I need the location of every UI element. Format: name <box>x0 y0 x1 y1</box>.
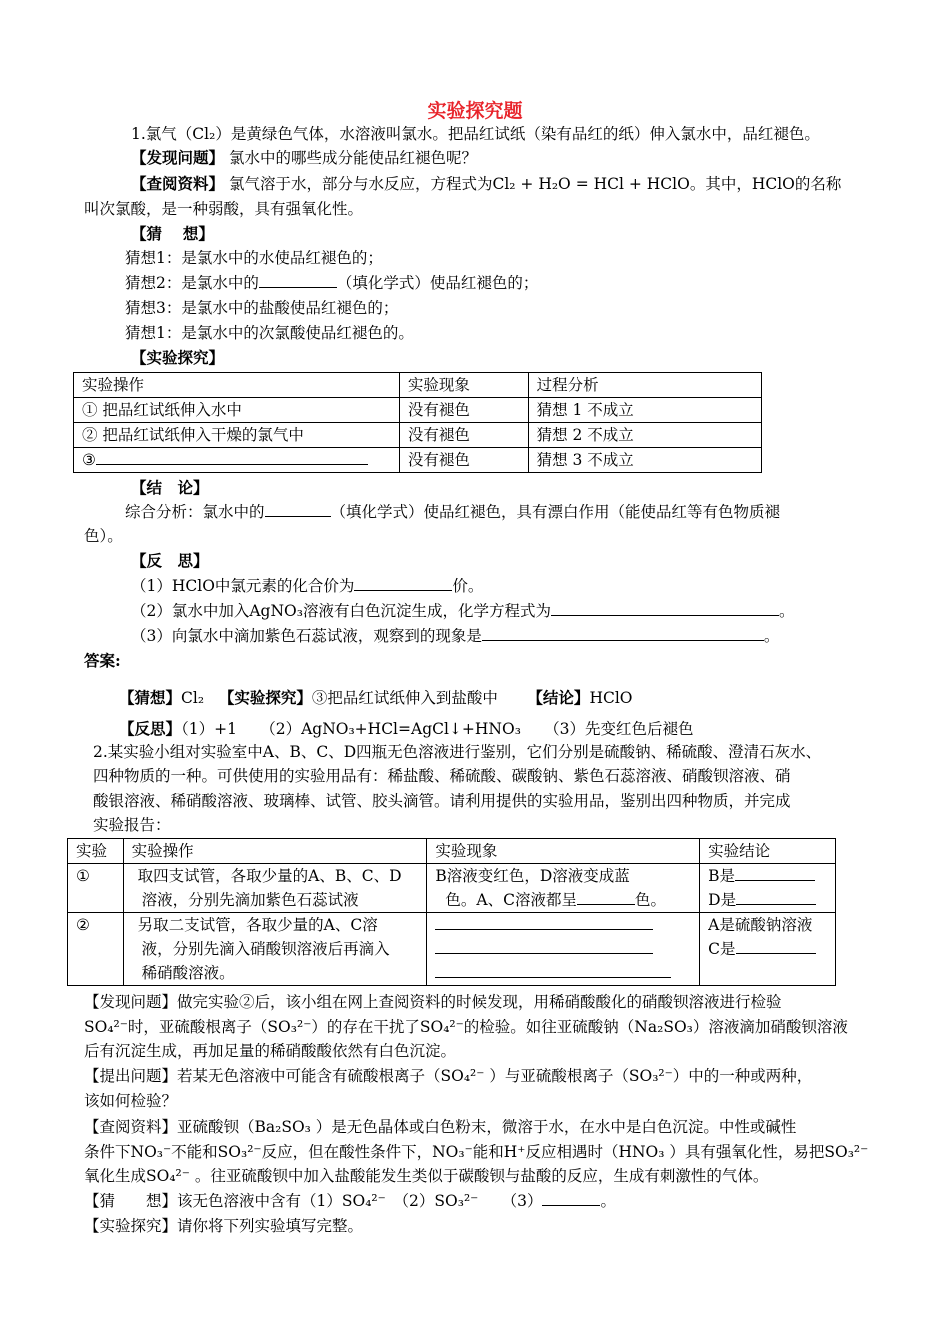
table-cell <box>700 864 836 913</box>
table-header: 实验现象 <box>427 839 700 864</box>
q1-conclusion-b: （填化学式）使品红褪色，具有漂白作用（能使品红等有色物质褪 <box>330 503 781 521</box>
q1-reflect1-a: （1）HClO中氯元素的化合价为 <box>131 577 355 595</box>
cell-line <box>708 864 827 888</box>
q1-reflect2-blank[interactable] <box>551 600 779 616</box>
q1-conclusion <box>125 501 780 523</box>
table-cell: 没有褪色 <box>399 448 528 473</box>
cell-line <box>708 888 827 912</box>
ans-guess: Cl₂ <box>181 689 205 707</box>
q1-reflect3 <box>131 625 779 647</box>
q2-guess-b: 。 <box>600 1192 616 1210</box>
q1-reflect2-a: （2）氯水中加入AgNO₃溶液有白色沉淀生成，化学方程式为 <box>131 602 551 620</box>
table-row <box>74 398 762 423</box>
q1-answer-line1 <box>119 687 632 709</box>
ans-conc-label: 【结论】 <box>527 688 590 707</box>
cell-line <box>435 961 691 985</box>
q1-reflect-label: 【反 思】 <box>131 551 209 570</box>
q2-phenomenon-blank-1[interactable] <box>435 914 653 930</box>
table-cell: 猜想 1 不成立 <box>528 398 761 423</box>
q2-guess-a: 【猜 想】该无色溶液中含有（1）SO₄²⁻ （2）SO₃²⁻ （3） <box>84 1192 543 1210</box>
q2-color-blank[interactable] <box>577 889 635 905</box>
q2-intro3: 酸银溶液、稀硝酸溶液、玻璃棒、试管、胶头滴管。请利用提供的实验用品，鉴别出四种物质，并完成 <box>93 792 791 810</box>
table-row <box>68 913 836 986</box>
q1-guess2-b: （填化学式）使品红褪色的； <box>336 274 539 292</box>
table-cell <box>123 864 427 913</box>
cell-line <box>435 913 691 937</box>
q2-b-blank[interactable] <box>735 865 815 881</box>
q1-guess2-a: 猜想2：是氯水中的 <box>125 274 259 292</box>
table-header-row <box>74 373 762 398</box>
q1-intro: 1.氯气（Cl₂）是黄绿色气体，水溶液叫氯水。把品红试纸（染有品红的纸）伸入氯水中，品红褪色。 <box>131 125 820 143</box>
q1-reflect2-b: 。 <box>778 602 795 620</box>
ans-reflect-label: 【反思】 <box>119 719 182 738</box>
q1-reflect3-a: （3）向氯水中滴加紫色石蕊试液，观察到的现象是 <box>131 627 482 645</box>
table-header: 实验 <box>68 839 124 864</box>
answer-label: 答案: <box>84 651 121 670</box>
q1-reflect1-b: 价。 <box>452 577 484 595</box>
q2-find1: 【发现问题】做完实验②后，该小组在网上查阅资料的时候发现，用稀硝酸酸化的硝酸钡溶液进行检验 <box>84 993 782 1011</box>
q1-conclusion-c: 色）。 <box>84 527 123 545</box>
q1-conclusion-label: 【结 论】 <box>131 478 209 497</box>
q1-guess2 <box>125 272 538 294</box>
table-header: 实验结论 <box>700 839 836 864</box>
q2-find2: SO₄²⁻时，亚硫酸根离子（SO₃²⁻）的存在干扰了SO₄²⁻的检验。如往亚硫酸钠（Na₂SO₃）溶液滴加硝酸钡溶液 <box>84 1018 848 1036</box>
cell-line <box>435 888 691 912</box>
q1-lookup-text2: 叫次氯酸，是一种弱酸，具有强氧化性。 <box>84 200 364 218</box>
q2-raise2: 该如何检验？ <box>84 1092 178 1110</box>
cell-line: 稀硝酸溶液。 <box>141 964 235 982</box>
cell-text: 色。 <box>634 891 666 909</box>
q2-lookup3: 氧化生成SO₄²⁻ 。往亚硫酸钡中加入盐酸能发生类似于碳酸钡与盐酸的反应，生成有刺激性的气体。 <box>84 1167 769 1185</box>
q2-find3: 后有沉淀生成，再加足量的稀硝酸酸依然有白色沉淀。 <box>84 1042 457 1060</box>
q1-reflect1 <box>131 575 483 597</box>
cell-line: A是硫酸钠溶液 <box>708 916 813 934</box>
cell-line: 另取二支试管，各取少量的A、C溶 <box>137 916 378 934</box>
q1-lookup <box>131 173 841 195</box>
q1-guess1: 猜想1：是氯水中的水使品红褪色的； <box>125 249 383 267</box>
table-cell: 没有褪色 <box>399 423 528 448</box>
q2-guess-blank[interactable] <box>542 1190 600 1206</box>
q1-guess2-blank[interactable] <box>259 272 337 288</box>
q2-lookup1: 【查阅资料】亚硫酸钡（Ba₂SO₃ ）是无色晶体或白色粉末，微溶于水，在水中是白色沉淀。中性或碱性 <box>84 1118 797 1136</box>
q2-lookup2: 条件下NO₃⁻不能和SO₃²⁻反应，但在酸性条件下，NO₃⁻能和H⁺反应相遇时（HNO₃ ）具有强氧化性，易把SO₃²⁻ <box>84 1143 869 1161</box>
table-cell: 猜想 2 不成立 <box>528 423 761 448</box>
q2-phenomenon-blank-2[interactable] <box>435 938 653 954</box>
q2-guess <box>84 1190 616 1212</box>
table-cell: 没有褪色 <box>399 398 528 423</box>
q1-guess-label: 【猜 想】 <box>131 224 214 243</box>
table-cell: ② <box>68 913 124 986</box>
table-row <box>68 864 836 913</box>
q1-reflect1-blank[interactable] <box>354 575 452 591</box>
table-cell <box>427 864 700 913</box>
q1-guess4: 猜想1：是氯水中的次氯酸使品红褪色的。 <box>125 324 414 342</box>
cell-text: 色。A、C溶液都呈 <box>445 891 577 909</box>
ans-conc: HClO <box>589 689 633 707</box>
cell-text: C是 <box>708 940 736 958</box>
q1-discover <box>131 147 477 169</box>
cell-line: B溶液变红色，D溶液变成蓝 <box>435 867 630 885</box>
q1-table-blank[interactable] <box>96 449 368 465</box>
q1-table <box>73 372 762 473</box>
cell-line: 溶液，分别先滴加紫色石蕊试液 <box>141 891 359 909</box>
table-cell: ① <box>68 864 124 913</box>
q1-discover-label: 【发现问题】 <box>131 148 225 167</box>
cell-text: D是 <box>708 891 737 909</box>
table-header: 实验操作 <box>74 373 400 398</box>
q1-reflect3-b: 。 <box>763 627 780 645</box>
table-row <box>74 448 762 473</box>
q2-d-blank[interactable] <box>736 889 816 905</box>
q2-raise1: 【提出问题】若某无色溶液中可能含有硫酸根离子（SO₄²⁻ ）与亚硫酸根离子（SO₃²⁻）中的一种或两种， <box>84 1067 813 1085</box>
page-title: 实验探究题 <box>427 100 523 122</box>
cell-line <box>435 937 691 961</box>
table-cell <box>123 913 427 986</box>
table-cell <box>427 913 700 986</box>
q1-conclusion-blank[interactable] <box>265 501 331 517</box>
ans-reflect: （1）+1 （2）AgNO₃+HCl=AgCl↓+HNO₃ （3）先变红色后褪色 <box>181 720 694 738</box>
q2-intro4: 实验报告： <box>93 816 171 834</box>
ans-explore-label: 【实验探究】 <box>218 688 312 707</box>
q1-answer-line2 <box>119 718 694 740</box>
cell-text: B是 <box>708 867 736 885</box>
q2-intro1: 2.某实验小组对实验室中A、B、C、D四瓶无色溶液进行鉴别，它们分别是硫酸钠、稀硫酸、澄清石灰水、 <box>93 743 822 761</box>
table-cell: 猜想 3 不成立 <box>528 448 761 473</box>
q2-c-blank[interactable] <box>736 938 816 954</box>
q1-conclusion-a: 综合分析：氯水中的 <box>125 503 265 521</box>
q2-intro2: 四种物质的一种。可供使用的实验用品有：稀盐酸、稀硫酸、碳酸钠、紫色石蕊溶液、硝酸钡溶液、硝 <box>93 767 791 785</box>
table-cell: ② 把品红试纸伸入干燥的氯气中 <box>74 423 400 448</box>
table-header: 实验操作 <box>123 839 427 864</box>
cell-line: 取四支试管，各取少量的A、B、C、D <box>137 867 402 885</box>
q2-phenomenon-blank-3[interactable] <box>435 962 671 978</box>
q2-explore: 【实验探究】请你将下列实验填写完整。 <box>84 1217 364 1235</box>
table-header: 实验现象 <box>399 373 528 398</box>
cell-line <box>708 937 827 961</box>
table-cell-text: ③ <box>82 451 96 469</box>
q1-reflect2 <box>131 600 794 622</box>
q1-guess3: 猜想3：是氯水中的盐酸使品红褪色的； <box>125 299 399 317</box>
ans-guess-label: 【猜想】 <box>119 688 182 707</box>
table-header: 过程分析 <box>528 373 761 398</box>
q2-table <box>67 838 836 986</box>
q1-discover-text: 氯水中的哪些成分能使品红褪色呢？ <box>228 149 477 167</box>
q1-explore-label: 【实验探究】 <box>131 348 225 367</box>
table-cell: ① 把品红试纸伸入水中 <box>74 398 400 423</box>
table-cell <box>700 913 836 986</box>
table-header-row <box>68 839 836 864</box>
table-row <box>74 423 762 448</box>
table-cell <box>74 448 400 473</box>
q1-lookup-text1: 氯气溶于水，部分与水反应，方程式为Cl₂ + H₂O = HCl + HClO。其中，HClO的名称 <box>228 175 842 193</box>
cell-line: 液，分别先滴入硝酸钡溶液后再滴入 <box>141 940 390 958</box>
ans-explore: ③把品红试纸伸入到盐酸中 <box>311 689 498 707</box>
q1-reflect3-blank[interactable] <box>482 625 764 641</box>
q1-lookup-label: 【查阅资料】 <box>131 174 225 193</box>
